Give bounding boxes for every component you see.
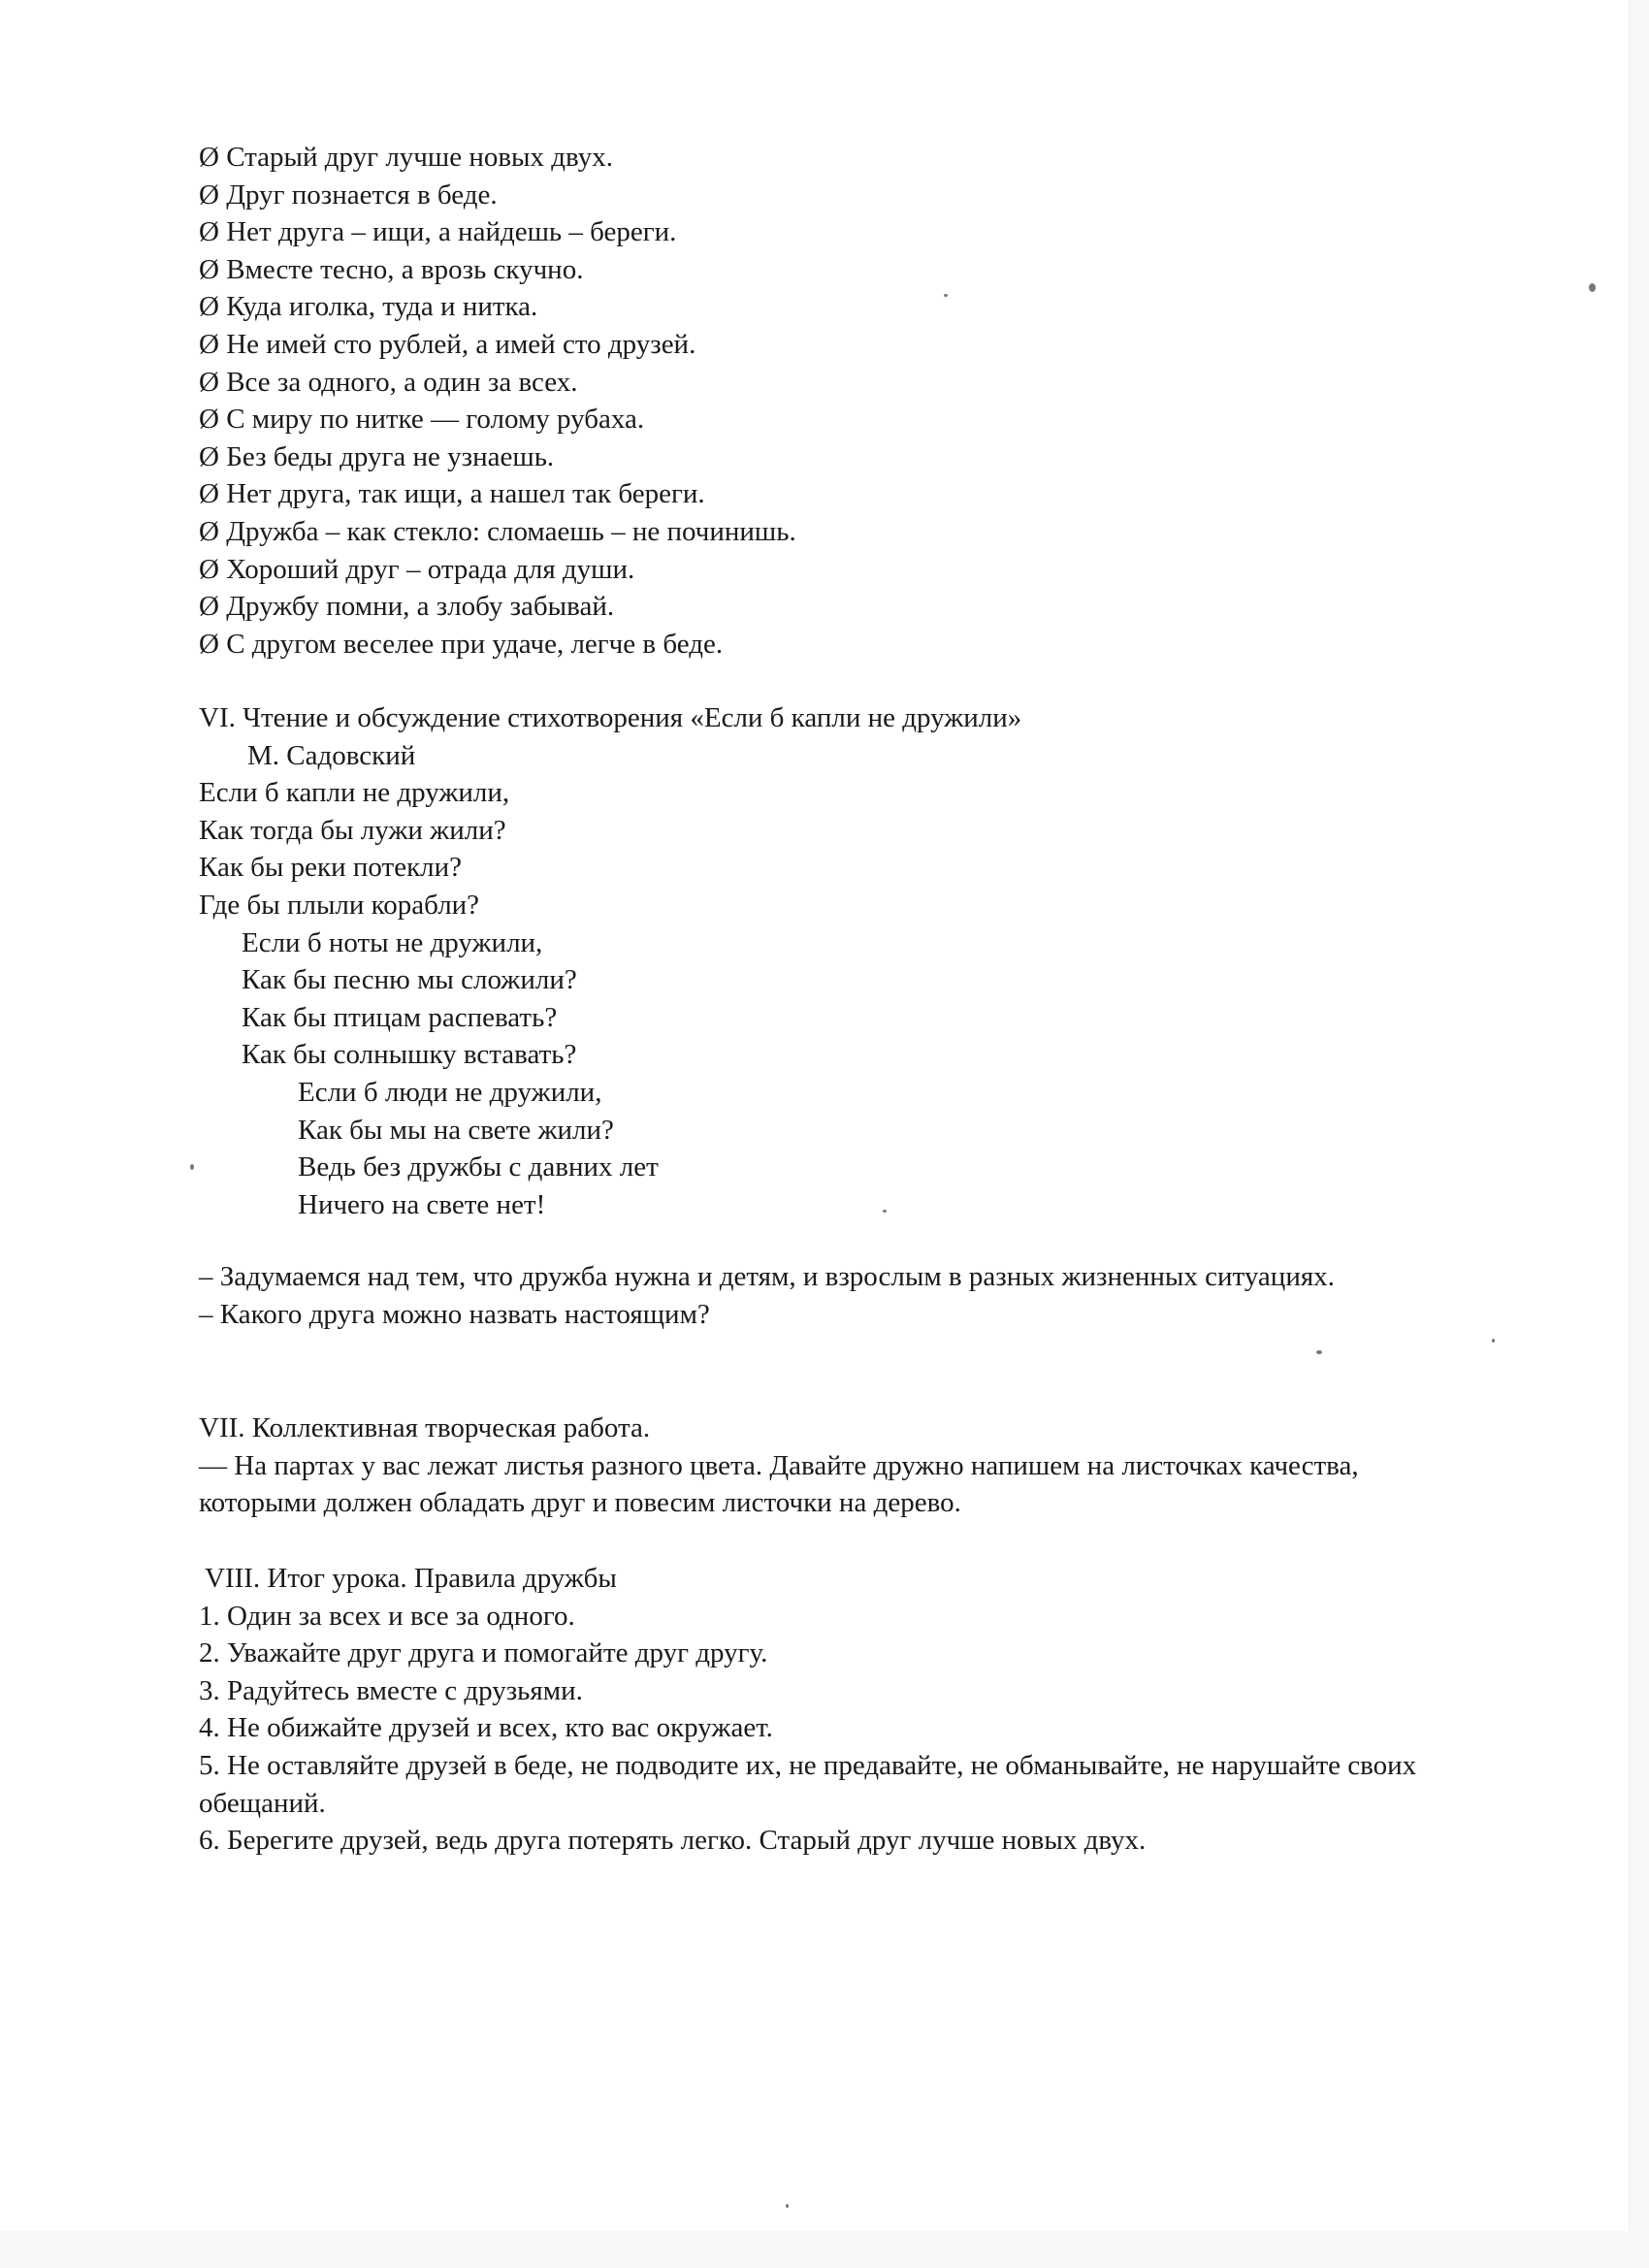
scan-speck (1316, 1350, 1322, 1354)
rule-item: 1. Один за всех и все за одного. (199, 1600, 575, 1632)
discussion-question: – Какого друга можно назвать настоящим? (199, 1298, 710, 1330)
scan-speck (190, 1164, 194, 1170)
proverb-item: Ø Не имей сто рублей, а имей сто друзей. (199, 328, 696, 360)
proverb-item: Ø Куда иголка, туда и нитка. (199, 291, 538, 323)
poem-line: Ведь без дружбы с давних лет (298, 1151, 659, 1183)
poem-line: Как бы солнышку вставать? (242, 1039, 577, 1071)
poem-line: Как бы песню мы сложили? (242, 964, 577, 996)
proverb-item: Ø Без беды друга не узнаешь. (199, 440, 555, 472)
poem-line: Как бы реки потекли? (199, 852, 463, 884)
proverb-item: Ø Все за одного, а один за всех. (199, 366, 578, 398)
rule-item: 4. Не обижайте друзей и всех, кто вас окружает. (199, 1712, 773, 1744)
scan-speck (786, 2204, 789, 2208)
poem-line: Если б люди не дружили, (298, 1076, 602, 1108)
section-7 (199, 1409, 1421, 1522)
section-8-heading: VIII. Итог урока. Правила дружбы (205, 1563, 617, 1594)
discussion-questions (199, 1258, 1421, 1333)
poem-author: М. Садовский (247, 739, 416, 771)
section-7-text: — На партах у вас лежат листья разного цвета. Давайте дружно напишем на листочках качества, которыми должен обладать друг и повесим листочки на дерево. (199, 1449, 1359, 1519)
section-7-heading: VII. Коллективная творческая работа. (199, 1412, 651, 1443)
scan-speck (1589, 283, 1596, 292)
discussion-question: – Задумаемся над тем, что дружба нужна и детям, и взрослым в разных жизненных ситуациях. (199, 1261, 1335, 1292)
proverb-item: Ø Друг познается в беде. (199, 178, 498, 211)
proverb-item: Ø Вместе тесно, а врозь скучно. (199, 253, 584, 285)
proverb-item: Ø Нет друга – ищи, а найдешь – береги. (199, 216, 677, 248)
poem-line: Как бы птицам распевать? (242, 1001, 558, 1033)
proverbs-list (199, 139, 796, 663)
rule-item: 2. Уважайте друг друга и помогайте друг другу. (199, 1637, 768, 1669)
poem-line: Если б ноты не дружили, (242, 926, 543, 958)
proverb-item: Ø Дружба – как стекло: сломаешь – не починишь. (199, 515, 796, 547)
section-6-heading: VI. Чтение и обсуждение стихотворения «Если б капли не дружили» (199, 702, 1022, 733)
proverb-item: Ø Нет друга, так ищи, а нашел так береги. (199, 478, 705, 510)
poem-line: Как тогда бы лужи жили? (199, 814, 506, 846)
scan-speck (1492, 1339, 1495, 1343)
rule-item: 6. Берегите друзей, ведь друга потерять легко. Старый друг лучше новых двух. (199, 1825, 1147, 1857)
section-6 (199, 699, 1021, 1223)
poem-line: Как бы мы на свете жили? (298, 1114, 614, 1146)
scan-speck (944, 294, 948, 297)
proverb-item: Ø С миру по нитке — голому рубаха. (199, 404, 645, 436)
poem-line: Если б капли не дружили, (199, 777, 510, 809)
proverb-item: Ø Старый друг лучше новых двух. (199, 142, 613, 173)
proverb-item: Ø Хороший друг – отрада для души. (199, 553, 635, 585)
section-8 (199, 1560, 1421, 1860)
proverb-item: Ø Дружбу помни, а злобу забывай. (199, 591, 615, 623)
proverb-item: Ø С другом веселее при удаче, легче в беде. (199, 628, 724, 660)
rule-item: 5. Не оставляйте друзей в беде, не подводите их, не предавайте, не обманывайте, не нарушайте своих обещаний. (199, 1749, 1417, 1819)
poem-line: Ничего на свете нет! (298, 1188, 546, 1220)
rule-item: 3. Радуйтесь вместе с друзьями. (199, 1674, 583, 1706)
scan-speck (883, 1210, 887, 1213)
poem-line: Где бы плыли корабли? (199, 889, 480, 921)
